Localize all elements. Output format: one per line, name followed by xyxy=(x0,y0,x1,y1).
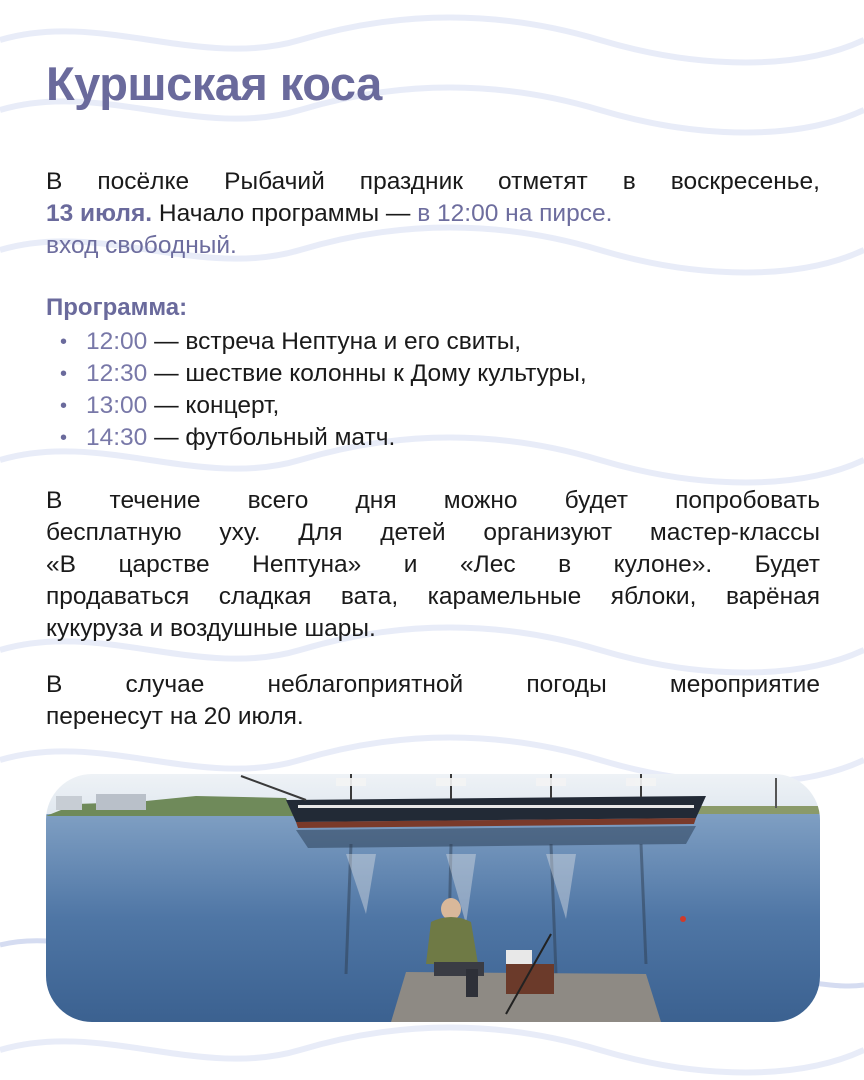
bullet-icon: • xyxy=(60,331,68,353)
list-item xyxy=(46,390,587,422)
tall-ship-fisherman-photo xyxy=(46,774,820,1022)
details-paragraph xyxy=(46,485,820,645)
list-item xyxy=(46,326,587,358)
program-time: 12:00 xyxy=(86,328,148,355)
details-line: бесплатную уху. Для детей организуют мастер-классы xyxy=(46,519,820,546)
weather-line: В случае неблагоприятной погоды мероприятие xyxy=(46,671,820,698)
event-date: 13 июля. xyxy=(46,200,153,227)
program-time: 13:00 xyxy=(86,392,148,419)
program-list xyxy=(46,326,587,454)
bullet-icon: • xyxy=(60,395,68,417)
program-text: — концерт, xyxy=(147,392,280,419)
list-item xyxy=(46,422,587,454)
details-line: продаваться сладкая вата, карамельные яблоки, варёная xyxy=(46,583,820,610)
program-time: 12:30 xyxy=(86,360,148,387)
free-entry-note: вход свободный. xyxy=(46,232,237,259)
intro-start-text: Начало программы — xyxy=(152,200,418,227)
program-text: — футбольный матч. xyxy=(147,424,396,451)
weather-paragraph xyxy=(46,669,820,733)
bullet-icon: • xyxy=(60,363,68,385)
page-title: Куршская коса xyxy=(46,57,382,110)
event-place-time: в 12:00 на пирсе. xyxy=(417,200,613,227)
bullet-icon: • xyxy=(60,427,68,449)
program-text: — шествие колонны к Дому культуры, xyxy=(147,360,587,387)
program-text: — встреча Нептуна и его свиты, xyxy=(147,328,522,355)
list-item xyxy=(46,358,587,390)
intro-line-1: В посёлке Рыбачий праздник отметят в воскресенье, xyxy=(46,168,820,195)
details-line: кукуруза и воздушные шары. xyxy=(46,615,376,642)
program-heading: Программа: xyxy=(46,294,188,321)
details-line: «В царстве Нептуна» и «Лес в кулоне». Будет xyxy=(46,551,820,578)
details-line: В течение всего дня можно будет попробовать xyxy=(46,487,820,514)
weather-line: перенесут на 20 июля. xyxy=(46,703,304,730)
program-time: 14:30 xyxy=(86,424,148,451)
intro-paragraph xyxy=(46,166,820,262)
